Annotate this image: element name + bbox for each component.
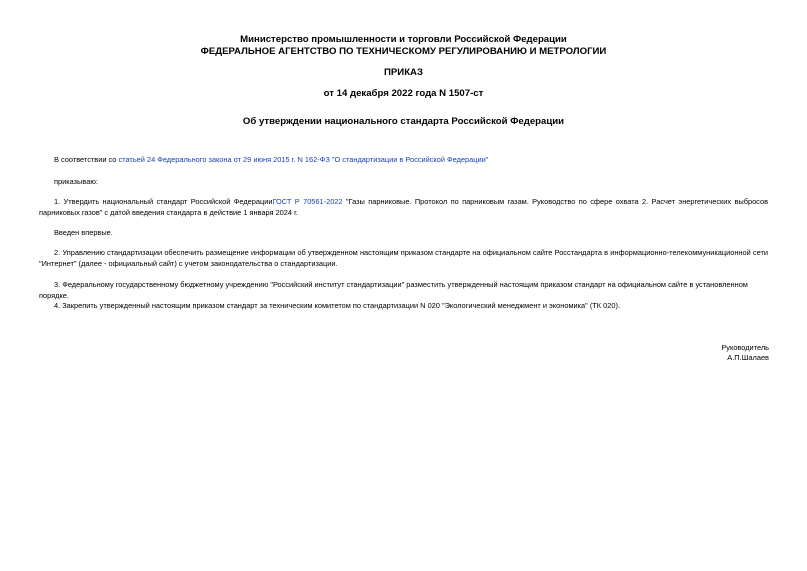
item-1-prefix: 1. Утвердить национальный стандарт Российской Федерации — [54, 197, 273, 206]
agency-title: ФЕДЕРАЛЬНОЕ АГЕНТСТВО ПО ТЕХНИЧЕСКОМУ РЕГУЛИРОВАНИЮ И МЕТРОЛОГИИ — [200, 46, 607, 57]
ministry-title: Министерство промышленности и торговли Российской Федерации — [240, 34, 567, 45]
order-subject: Об утверждении национального стандарта Российской Федерации — [242, 116, 565, 127]
item-1-paragraph — [39, 197, 768, 218]
federal-law-link[interactable]: статьей 24 Федерального закона от 29 июня 2015 г. N 162-ФЗ "О стандартизации в Российской Федерации" — [118, 155, 489, 164]
basis-paragraph — [39, 155, 768, 166]
item-2-paragraph: 2. Управлению стандартизации обеспечить размещение информации об утвержденном настоящим приказом стандарте на официальном сайте Росстандарта в информационно-телекоммуникационной сети "Интернет" (далее - официальный сайт) с учетом законодательства о стандартизации. — [39, 248, 768, 268]
gost-standard-link[interactable]: ГОСТ Р 70561-2022 — [272, 197, 343, 206]
item-4-paragraph: 4. Закрепить утвержденный настоящим приказом стандарт за техническим комитетом по стандартизации N 020 "Экологический менеджмент и экономика" (ТК 020). — [54, 301, 621, 310]
item-3-paragraph: 3. Федеральному государственному бюджетному учреждению "Российский институт стандартизации" разместить утвержденный настоящим приказом стандарт на официальном сайте в установленном порядке. — [39, 280, 748, 300]
basis-prefix: В соответствии со — [54, 155, 119, 164]
order-date: от 14 декабря 2022 года N 1507-ст — [323, 88, 484, 99]
orders-paragraph: приказываю: — [54, 177, 98, 186]
introduced-note: Введен впервые. — [54, 228, 113, 237]
item-1-suffix: "Газы парниковые. Протокол по парниковым газам. Руководство по сфере охвата 2. Расчет энергетических выбросов парниковых газов" с датой введения стандарта в действие 1 января 2024 г. — [39, 197, 768, 217]
signatory-name: А.П.Шалаев — [727, 353, 769, 362]
order-title: ПРИКАЗ — [384, 67, 423, 78]
signatory-title: Руководитель — [721, 343, 769, 352]
